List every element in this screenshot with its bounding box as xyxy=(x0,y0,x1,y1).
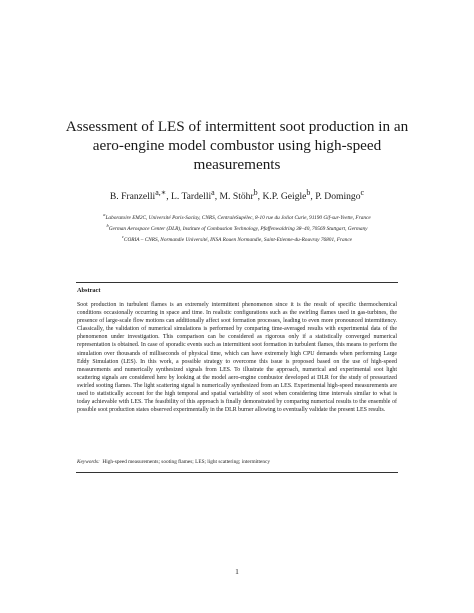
affiliation xyxy=(30,211,444,222)
top-rule xyxy=(76,282,398,283)
page-number: 1 xyxy=(235,567,239,576)
keywords-text: High-speed measurements; sooting flames; LES; light scattering; intermittency xyxy=(102,459,270,465)
affil-text: Laboratoire EM2C, Université Paris-Saclay, CNRS, CentraleSupélec, 8-10 rue du Joliot Curie, 91190 Gif-sur-Yvette, France xyxy=(105,214,371,221)
keywords-label: Keywords: xyxy=(77,459,100,465)
affiliation xyxy=(30,222,444,233)
affil-text: German Aerospace Center (DLR), Institute of Combustion Technology, Pfaffenwaldring 38–40, 70569 Stuttgart, Germany xyxy=(108,225,368,232)
author xyxy=(170,188,215,203)
paper-title xyxy=(60,117,414,174)
title-line: measurements xyxy=(193,156,281,173)
title-line: Assessment of LES of intermittent soot production in an xyxy=(65,118,409,135)
keywords xyxy=(77,459,270,465)
author-name: B. Franzelli xyxy=(109,191,156,203)
author-affil-mark: a,∗ xyxy=(155,188,167,197)
bottom-rule xyxy=(76,472,398,473)
author-name: P. Domingo xyxy=(315,191,361,203)
author-name: M. Stöhr xyxy=(219,191,254,203)
abstract-heading: Abstract xyxy=(77,287,101,294)
author-name: L. Tardelli xyxy=(170,191,212,203)
affil-mark: b xyxy=(106,222,109,228)
title-line: aero-engine model combustor using high-speed xyxy=(92,137,382,154)
author-affil-mark: c xyxy=(360,188,365,197)
affiliations xyxy=(30,211,444,244)
affil-mark: c xyxy=(121,233,124,239)
author xyxy=(109,188,167,203)
author-affil-mark: b xyxy=(253,188,258,197)
affil-mark: a xyxy=(103,212,106,217)
author-affil-mark: b xyxy=(306,188,311,197)
abstract-body: Soot production in turbulent flames is an extremely intermittent phenomenon since it is the result of specific thermochemical conditions occasionally occurring in space and time. In realistic configurations such as the swirling flames used in gas-turbines, the presence of large-scale flow motions can additionally affect soot formation processes, leading to even more pronounced intermittency. Classically, the validation of numerical simulations is performed by comparing time-averaged results with experimental data of the phenomenon under investigation. This comparison can be considered as rigorous only if a statistically converged numerical representation is obtained. In case of sporadic events such as intermittent soot formation in turbulent flames, this means to perform the simulation over thousands of milliseconds of physical time, which can have extremely high CPU demands when performing Large Eddy Simulation (LES). In this work, a possible strategy to overcome this issue is proposed based on the use of high-speed measurements and numerically synthesized signals from LES. To illustrate the approach, numerical and experimental soot light scattering signals are considered here by looking at the model aero-engine combustor developed at DLR for the study of pressurized swirled sooting flames. The light scattering signal is numerically synthesized from an LES. Experimental high-speed measurements are used to statistically account for the high temporal and spatial variability of soot when considering time intervals similar to what is today achievable with LES. The feasibility of this approach is finally demonstrated by comparing numerical results to the ensemble of possible soot production states observed experimentally in the DLR burner allowing to eventually validate the present LES results. xyxy=(77,302,397,414)
author xyxy=(315,188,365,203)
author xyxy=(219,188,258,203)
affil-text: CORIA – CNRS, Normandie Université, INSA Rouen Normandie, Saint-Etienne-du-Rouvray 76801, France xyxy=(123,236,353,243)
author-name: K.P. Geigle xyxy=(262,191,307,203)
author-affil-mark: a xyxy=(211,188,215,197)
author-list: B. Franzelli$^{a,∗}$, L. Tardelli$^a$, M. Stöhr$^b$, K.P. Geigle$^b$, P. Domingo$^c$ xyxy=(109,188,365,203)
author xyxy=(262,188,311,203)
affiliation xyxy=(30,233,444,244)
